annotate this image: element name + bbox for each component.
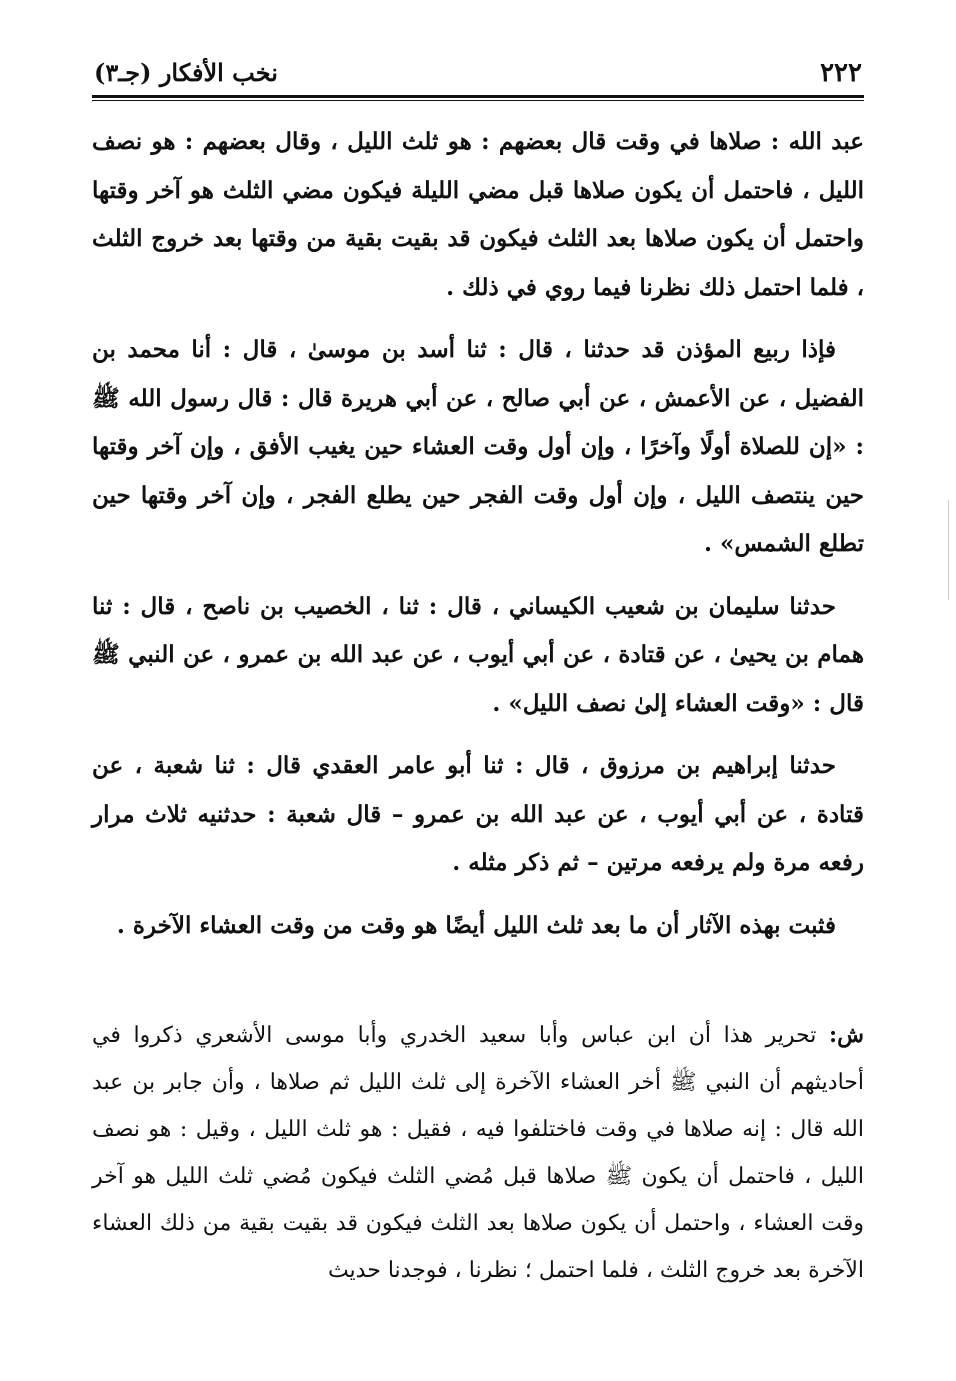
header-rule-thin: [92, 100, 864, 101]
paragraph: حدثنا سليمان بن شعيب الكيساني ، قال : ثنا ، الخصيب بن ناصح ، قال : ثنا همام بن يحيىٰ ، عن قتادة ، عن أبي أيوب ، عن عبد الله بن عمرو ، عن النبي ﷺ قال : «وقت العشاء إلىٰ نصف الليل» .: [92, 592, 864, 717]
commentary-lead: ش:: [829, 1022, 864, 1048]
scan-margin-line: [948, 500, 949, 600]
commentary-paragraph: [92, 1012, 864, 1294]
paragraph: عبد الله : صلاها في وقت قال بعضهم : هو ثلث الليل ، وقال بعضهم : هو نصف الليل ، فاحتمل أن يكون صلاها قبل مضي الليلة فيكون مضي الثلث هو آخر وقتها واحتمل أن يكون صلاها بعد الثلث فيكون قد بقيت بقية من وقتها بعد خروج الثلث ، فلما احتمل ذلك نظرنا فيما روي في ذلك .: [92, 128, 864, 301]
page-number: ٢٢٢: [820, 58, 862, 88]
paragraph: فإذا ربيع المؤذن قد حدثنا ، قال : ثنا أسد بن موسىٰ ، قال : أنا محمد بن الفضيل ، عن الأعمش ، عن أبي صالح ، عن أبي هريرة قال : قال رسول الله ﷺ : «إن للصلاة أولًا وآخرًا ، وإن أول وقت العشاء حين يغيب الأفق ، وإن آخر وقتها حين ينتصف الليل ، وإن أول وقت الفجر حين يطلع الفجر ، وإن آخر وقتها حين تطلع الشمس» .: [92, 336, 864, 557]
page-header: [92, 58, 864, 92]
main-text: [92, 118, 864, 950]
paragraph: حدثنا إبراهيم بن مرزوق ، قال : ثنا أبو عامر العقدي قال : ثنا شعبة ، عن قتادة ، عن أبي أيوب ، عن عبد الله بن عمرو – قال شعبة : حدثنيه ثلاث مرار رفعه مرة ولم يرفعه مرتين – ثم ذكر مثله .: [92, 752, 864, 876]
paragraph: فثبت بهذه الآثار أن ما بعد ثلث الليل أيضًا هو وقت من وقت العشاء الآخرة .: [116, 911, 836, 939]
header-rule-thick: [92, 95, 864, 98]
commentary-text: تحرير هذا أن ابن عباس وأبا سعيد الخدري وأبا موسى الأشعري ذكروا في أحاديثهم أن النبي ﷺ أخر العشاء الآخرة إلى ثلث الليل ثم صلاها ، وأن جابر بن عبد الله قال : إنه صلاها في وقت فاختلفوا فيه ، فقيل : هو ثلث الليل ، وقيل : هو نصف الليل ، فاحتمل أن يكون ﷺ صلاها قبل مُضي الثلث فيكون مُضي ثلث الليل هو آخر وقت العشاء ، واحتمل أن يكون صلاها بعد الثلث فيكون قد بقيت بقية من ذلك العشاء الآخرة بعد خروج الثلث ، فلما احتمل ؛ نظرنا ، فوجدنا حديث: [92, 1023, 864, 1283]
book-title: نخب الأفكار (جـ٣): [94, 58, 278, 87]
